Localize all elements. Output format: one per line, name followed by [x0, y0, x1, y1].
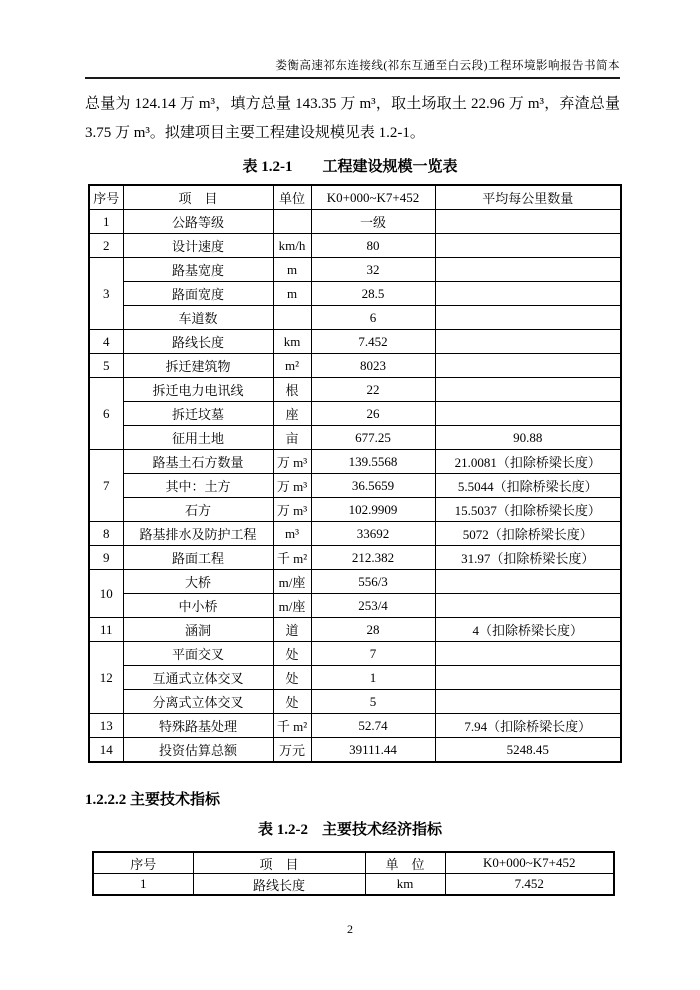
item-name-cell: 设计速度: [123, 234, 273, 258]
row-number-cell: 14: [89, 738, 123, 763]
value-cell: 80: [311, 234, 435, 258]
value-cell: 8023: [311, 354, 435, 378]
table-row: [89, 738, 621, 763]
item-name-cell: 大桥: [123, 570, 273, 594]
average-cell: 5248.45: [435, 738, 621, 763]
average-cell: [435, 666, 621, 690]
unit-cell: 座: [273, 402, 311, 426]
average-cell: 7.94（扣除桥梁长度）: [435, 714, 621, 738]
item-name-cell: 石方: [123, 498, 273, 522]
unit-cell: 万 m³: [273, 498, 311, 522]
value-cell: 28.5: [311, 282, 435, 306]
table-row: [89, 354, 621, 378]
table-row: [89, 306, 621, 330]
table-row: [89, 666, 621, 690]
item-name-cell: 分离式立体交叉: [123, 690, 273, 714]
column-header: 项 目: [123, 185, 273, 210]
value-cell: 36.5659: [311, 474, 435, 498]
table-row: [89, 258, 621, 282]
value-cell: 26: [311, 402, 435, 426]
item-name-cell: 涵洞: [123, 618, 273, 642]
column-header: K0+000~K7+452: [445, 852, 614, 874]
average-cell: [435, 330, 621, 354]
average-cell: [435, 570, 621, 594]
table1-header-row: [89, 185, 621, 210]
item-name-cell: 路面宽度: [123, 282, 273, 306]
table-row: [89, 330, 621, 354]
average-cell: [435, 258, 621, 282]
table-row: [89, 714, 621, 738]
row-number-cell: 2: [89, 234, 123, 258]
row-number-cell: 11: [89, 618, 123, 642]
average-cell: 90.88: [435, 426, 621, 450]
page-header-title: 娄衡高速祁东连接线(祁东互通至白云段)工程环境影响报告书简本: [85, 57, 620, 79]
row-number-cell: 9: [89, 546, 123, 570]
column-header: 平均每公里数量: [435, 185, 621, 210]
table-row: [89, 690, 621, 714]
item-name-cell: 平面交叉: [123, 642, 273, 666]
average-cell: [435, 234, 621, 258]
item-name-cell: 征用土地: [123, 426, 273, 450]
item-name-cell: 互通式立体交叉: [123, 666, 273, 690]
item-name-cell: 其中：土方: [123, 474, 273, 498]
table-row: [89, 546, 621, 570]
item-name-cell: 公路等级: [123, 210, 273, 234]
unit-cell: 根: [273, 378, 311, 402]
section-heading: 1.2.2.2 主要技术指标: [85, 792, 221, 808]
unit-cell: km/h: [273, 234, 311, 258]
unit-cell: 千 m²: [273, 714, 311, 738]
unit-cell: 万 m³: [273, 474, 311, 498]
item-name-cell: 中小桥: [123, 594, 273, 618]
value-cell: 7: [311, 642, 435, 666]
average-cell: 4（扣除桥梁长度）: [435, 618, 621, 642]
table-row: [89, 234, 621, 258]
column-header: 项 目: [193, 852, 365, 874]
unit-cell: m³: [273, 522, 311, 546]
row-number-cell: 1: [93, 874, 193, 896]
row-number-cell: 5: [89, 354, 123, 378]
item-name-cell: 投资估算总额: [123, 738, 273, 763]
column-header: K0+000~K7+452: [311, 185, 435, 210]
unit-cell: 千 m²: [273, 546, 311, 570]
table2-caption-label: 表 1.2-2: [257, 822, 308, 838]
table-row: [89, 282, 621, 306]
average-cell: [435, 690, 621, 714]
table-row: [93, 874, 614, 896]
item-name-cell: 路基宽度: [123, 258, 273, 282]
average-cell: [435, 594, 621, 618]
table-row: [89, 450, 621, 474]
unit-cell: 万 m³: [273, 450, 311, 474]
column-header: 单位: [273, 185, 311, 210]
table-row: [89, 522, 621, 546]
table2-caption: [0, 818, 700, 839]
unit-cell: 处: [273, 666, 311, 690]
value-cell: 28: [311, 618, 435, 642]
table1-caption-title: 工程建设规模一览表: [322, 159, 458, 175]
average-cell: [435, 354, 621, 378]
technical-indicators-table: [92, 851, 615, 896]
column-header: 序号: [89, 185, 123, 210]
value-cell: 1: [311, 666, 435, 690]
table1-caption: [0, 155, 700, 176]
value-cell: 212.382: [311, 546, 435, 570]
table-row: [89, 570, 621, 594]
table2-caption-title: 主要技术经济指标: [321, 822, 442, 838]
table2-header-row: [93, 852, 614, 874]
average-cell: [435, 306, 621, 330]
row-number-cell: 13: [89, 714, 123, 738]
column-header: 单 位: [365, 852, 445, 874]
value-cell: 一级: [311, 210, 435, 234]
intro-paragraph: 总量为 124.14 万 m³，填方总量 143.35 万 m³，取土场取土 22.96 万 m³，弃渣总量 3.75 万 m³。拟建项目主要工程建设规模见表 1.2-1。: [85, 96, 620, 141]
value-cell: 5: [311, 690, 435, 714]
unit-cell: [273, 306, 311, 330]
table-row: [89, 378, 621, 402]
table-row: [89, 426, 621, 450]
value-cell: 32: [311, 258, 435, 282]
value-cell: 7.452: [311, 330, 435, 354]
column-header: 序号: [93, 852, 193, 874]
construction-scale-table: [88, 184, 622, 763]
row-number-cell: 10: [89, 570, 123, 618]
value-cell: 677.25: [311, 426, 435, 450]
table-row: [89, 594, 621, 618]
unit-cell: 亩: [273, 426, 311, 450]
average-cell: [435, 210, 621, 234]
row-number-cell: 12: [89, 642, 123, 714]
table-row: [89, 474, 621, 498]
value-cell: 33692: [311, 522, 435, 546]
unit-cell: km: [273, 330, 311, 354]
row-number-cell: 4: [89, 330, 123, 354]
unit-cell: 万元: [273, 738, 311, 763]
value-cell: 7.452: [445, 874, 614, 896]
unit-cell: m/座: [273, 594, 311, 618]
unit-cell: m/座: [273, 570, 311, 594]
unit-cell: 处: [273, 642, 311, 666]
row-number-cell: 8: [89, 522, 123, 546]
row-number-cell: 3: [89, 258, 123, 330]
average-cell: [435, 402, 621, 426]
unit-cell: 处: [273, 690, 311, 714]
item-name-cell: 路线长度: [123, 330, 273, 354]
item-name-cell: 路线长度: [193, 874, 365, 896]
table1-body: [89, 210, 621, 763]
unit-cell: m²: [273, 354, 311, 378]
unit-cell: km: [365, 874, 445, 896]
value-cell: 52.74: [311, 714, 435, 738]
item-name-cell: 拆迁建筑物: [123, 354, 273, 378]
value-cell: 556/3: [311, 570, 435, 594]
average-cell: 21.0081（扣除桥梁长度）: [435, 450, 621, 474]
table-row: [89, 210, 621, 234]
value-cell: 102.9909: [311, 498, 435, 522]
item-name-cell: 路基土石方数量: [123, 450, 273, 474]
item-name-cell: 路基排水及防护工程: [123, 522, 273, 546]
value-cell: 253/4: [311, 594, 435, 618]
item-name-cell: 拆迁坟墓: [123, 402, 273, 426]
average-cell: 31.97（扣除桥梁长度）: [435, 546, 621, 570]
average-cell: [435, 282, 621, 306]
row-number-cell: 1: [89, 210, 123, 234]
value-cell: 139.5568: [311, 450, 435, 474]
item-name-cell: 车道数: [123, 306, 273, 330]
average-cell: 15.5037（扣除桥梁长度）: [435, 498, 621, 522]
table-row: [89, 498, 621, 522]
unit-cell: 道: [273, 618, 311, 642]
average-cell: 5072（扣除桥梁长度）: [435, 522, 621, 546]
table-row: [89, 618, 621, 642]
row-number-cell: 6: [89, 378, 123, 450]
row-number-cell: 7: [89, 450, 123, 522]
page-number: 2: [347, 922, 353, 936]
item-name-cell: 拆迁电力电讯线: [123, 378, 273, 402]
item-name-cell: 路面工程: [123, 546, 273, 570]
value-cell: 39111.44: [311, 738, 435, 763]
table-row: [89, 402, 621, 426]
table-row: [89, 642, 621, 666]
table1-caption-label: 表 1.2-1: [242, 159, 293, 175]
value-cell: 22: [311, 378, 435, 402]
average-cell: [435, 378, 621, 402]
average-cell: [435, 642, 621, 666]
unit-cell: m: [273, 282, 311, 306]
unit-cell: [273, 210, 311, 234]
table2-body: [93, 874, 614, 896]
unit-cell: m: [273, 258, 311, 282]
value-cell: 6: [311, 306, 435, 330]
item-name-cell: 特殊路基处理: [123, 714, 273, 738]
average-cell: 5.5044（扣除桥梁长度）: [435, 474, 621, 498]
